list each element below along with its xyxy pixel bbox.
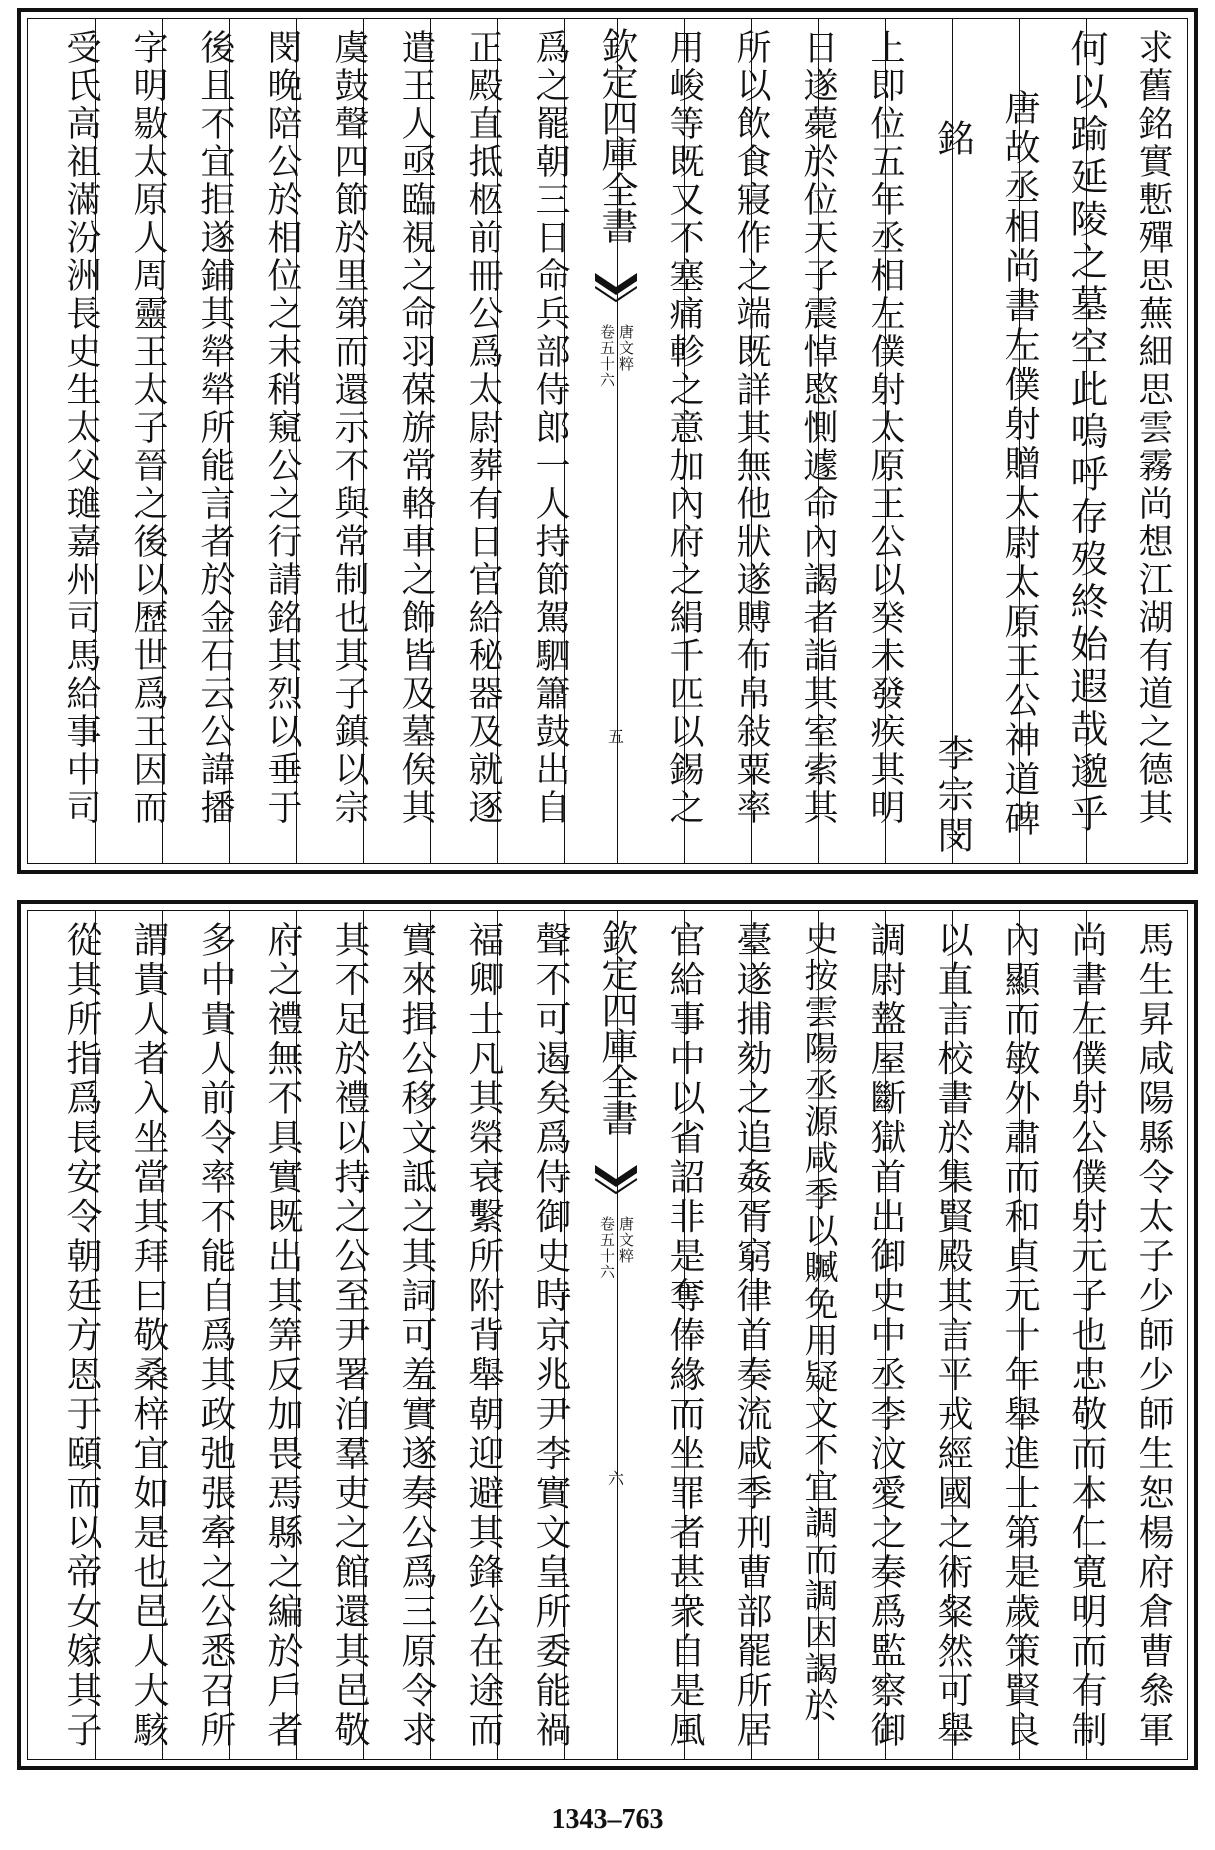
text-column: 用峻等既又不塞痛軫之意加內府之絹千匹以錫之	[664, 29, 704, 827]
text-column: 銘 李宗閔	[931, 119, 974, 857]
text-column: 調尉盩屋斷獄首出御史中丞李汶愛之奏爲監察御	[865, 921, 906, 1751]
text-column: 多中貴人前令率不能自爲其政弛張牽之公悉召所	[195, 921, 236, 1751]
text-column: 何以踰延陵之墓空此嗚呼存歿終始遐哉邈乎	[1064, 29, 1108, 837]
text-column: 尚書左僕射公僕射元子也忠敬而本仁寛明而有制	[1066, 921, 1107, 1751]
text-column: 字明敭太原人周靈王太子晉之後以歷世爲王因而	[128, 29, 168, 827]
text-column: 其不足於禮以持之公至尹署洎羣吏之館還其邑敬	[329, 921, 370, 1751]
text-column: 求舊銘實慙殫思蕪細思雲霧尚想江湖有道之德其	[1133, 29, 1173, 827]
text-column: 正殿直抵柩前冊公爲太尉葬有日官給秘器及就逐	[463, 29, 503, 827]
book-title: 唐文粹	[617, 324, 635, 372]
book-label	[591, 1216, 641, 1280]
text-column: 唐故丞相尚書左僕射贈太尉太原王公神道碑	[999, 89, 1040, 840]
volume-label: 卷五十六	[598, 1216, 616, 1280]
volume-label: 卷五十六	[598, 324, 616, 388]
text-column: 史按雲陽丞源咸季以贓免用疑文不宜調而調因謁於	[798, 921, 838, 1724]
text-column: 遣王人亟臨視之命羽葆旂常輅車之飾皆及墓俟其	[396, 29, 436, 827]
lower-page-frame	[27, 910, 1188, 1760]
upper-page	[17, 8, 1198, 874]
fishtail-mark-icon	[595, 273, 637, 307]
text-column: 日遂薨於位天子震悼愍惻遽命內謁者詣其室索其	[798, 29, 838, 827]
text-column: 福卿士凡其榮衰繫所附背舉朝迎避其鋒公在途而	[463, 921, 504, 1751]
text-column: 後且不宜拒遂鋪其犖犖所能言者於金石云公諱播	[195, 29, 235, 827]
fishtail-mark-icon	[595, 1165, 637, 1199]
text-column: 閔晚陪公於相位之末稍窺公之行請銘其烈以垂于	[262, 29, 302, 827]
text-column: 馬生昇咸陽縣令太子少師少師生恕楊府倉曹叅軍	[1133, 921, 1174, 1751]
collection-title: 欽定四庫全書	[595, 919, 638, 1135]
text-column: 臺遂捕劾之追姦胥窮律首奏流咸季刑曹部罷所居	[731, 921, 772, 1751]
text-column: 聲不可遏矣爲侍御史時京兆尹李實文皇所委能禍	[530, 921, 571, 1751]
text-column: 爲之罷朝三日命兵部侍郎一人持節駕駟簫鼓出自	[530, 29, 570, 827]
leaf-number: 六	[607, 1469, 624, 1488]
center-fold-column	[591, 19, 641, 863]
book-label	[591, 324, 641, 388]
center-fold-column	[591, 911, 641, 1759]
lower-page	[17, 900, 1198, 1770]
page-number: 1343–763	[551, 1804, 664, 1835]
leaf-number: 五	[607, 727, 624, 746]
text-column: 謂貴人者入坐當其拜曰敬桑梓宜如是也邑人大駭	[128, 921, 169, 1751]
text-column: 內顯而敏外肅而和貞元十年舉進士第是歲策賢良	[999, 921, 1040, 1751]
text-column: 所以飲食寢作之端既詳其無他狀遂賻布帛敍粟率	[731, 29, 771, 827]
book-title: 唐文粹	[617, 1216, 635, 1264]
text-column: 虞鼓聲四節於里第而還示不與常制也其子鎮以宗	[329, 29, 369, 827]
text-column: 從其所指爲長安令朝廷方恩于頤而以帝女嫁其子	[61, 921, 102, 1751]
text-column: 受氏高祖滿汾洲長史生太父璡嘉州司馬給事中司	[61, 29, 101, 827]
text-column: 實來揖公移文詆之其詞可羞實遂奏公爲三原令求	[396, 921, 437, 1751]
upper-page-frame	[27, 18, 1188, 864]
text-column: 官給事中以省詔非是奪俸緣而坐罪者甚衆自是風	[664, 921, 705, 1751]
text-column: 上即位五年丞相左僕射太原王公以癸未發疾其明	[865, 29, 905, 827]
text-column: 以直言校書於集賢殿其言平戎經國之術粲然可舉	[932, 921, 973, 1751]
collection-title: 欽定四庫全書	[595, 27, 638, 243]
text-column: 府之禮無不具實既出其筭反加畏焉縣之編於戶者	[262, 921, 303, 1751]
